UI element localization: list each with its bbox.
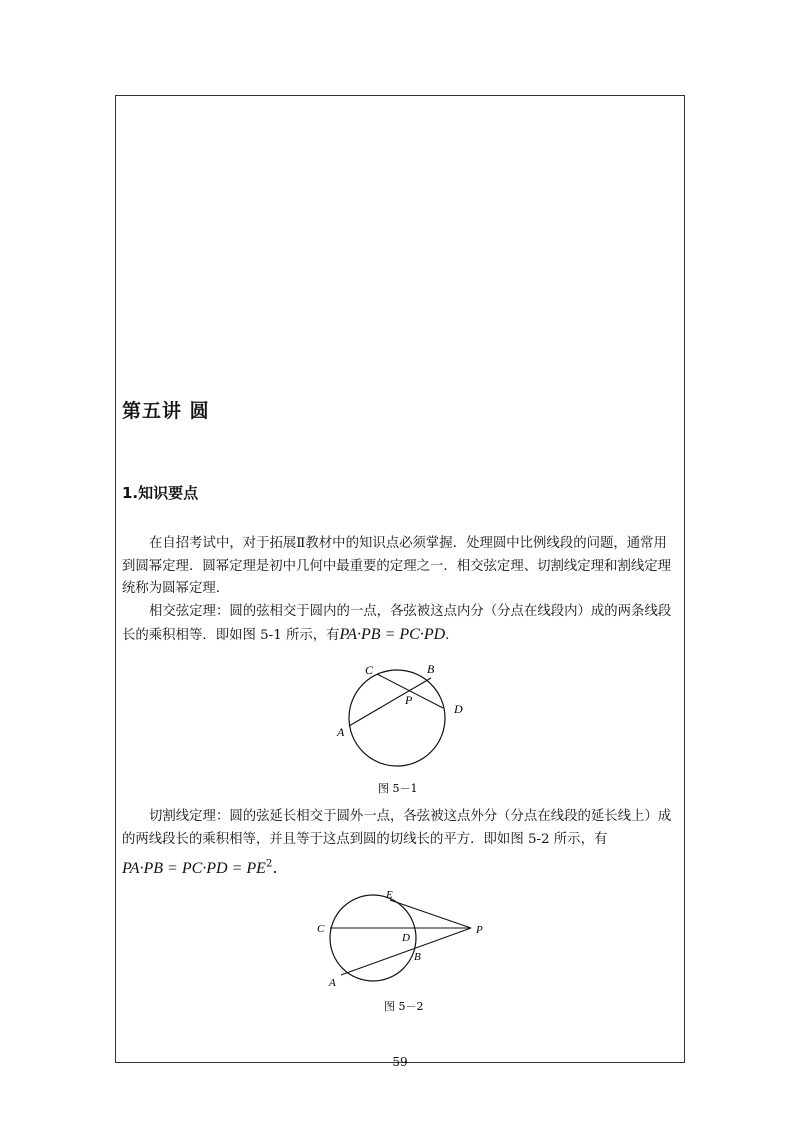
figure-5-2-caption: 图 5－2 [384, 1000, 424, 1013]
page-number: 59 [392, 1055, 408, 1069]
figure-5-2-diagram [308, 888, 498, 1018]
figure-5-1-caption: 图 5－1 [378, 782, 418, 795]
intersecting-chords-formula: PA·PB = PC·PD [339, 625, 446, 643]
label-a: A [337, 725, 345, 739]
label-p: P [405, 693, 413, 707]
label-b: B [427, 662, 435, 676]
figure-5-2 [308, 888, 498, 1018]
formula-end-mark: . [445, 627, 450, 643]
label-c: C [365, 663, 374, 677]
secant-tangent-paragraph: 切割线定理：圆的弦延长相交于圆外一点，各弦被这点外分（分点在线段的延长线上）成的两线段长的乘积相等，并且等于这点到圆的切线长的平方．即如图 5-2 所示，有 [122, 809, 672, 847]
tangent-pe [390, 900, 471, 928]
secant-tangent-formula: PA·PB = PC·PD = PE [122, 860, 266, 877]
label-c: C [317, 923, 325, 935]
figure-5-1-diagram [325, 660, 475, 798]
label-a: A [329, 977, 336, 989]
formula-exponent: 2 [265, 858, 273, 870]
intro-paragraph: 在自招考试中，对于拓展Ⅱ教材中的知识点必须掌握．处理圆中比例线段的问题，通常用到圆幂定理．圆幂定理是初中几何中最重要的定理之一．相交弦定理、切割线定理和割线定理统称为圆幂定理． [122, 536, 672, 596]
label-p: P [476, 924, 483, 936]
lecture-title: 第五讲 圆 [122, 400, 210, 422]
intersecting-chords-text: 相交弦定理：圆的弦相交于圆内的一点，各弦被这点内分（分点在线段内）成的两条线段长的乘积相等．即如图 5-1 所示，有 [122, 604, 672, 643]
section-heading: 1.知识要点 [122, 484, 199, 502]
intersecting-chords-paragraph [122, 601, 680, 647]
secant-tangent-formula-line [122, 858, 277, 878]
label-b: B [414, 951, 421, 963]
label-d: D [402, 932, 410, 944]
figure-5-1 [325, 660, 475, 798]
label-d: D [454, 702, 463, 716]
formula2-end-mark: . [272, 858, 278, 877]
label-e: E [386, 889, 393, 901]
